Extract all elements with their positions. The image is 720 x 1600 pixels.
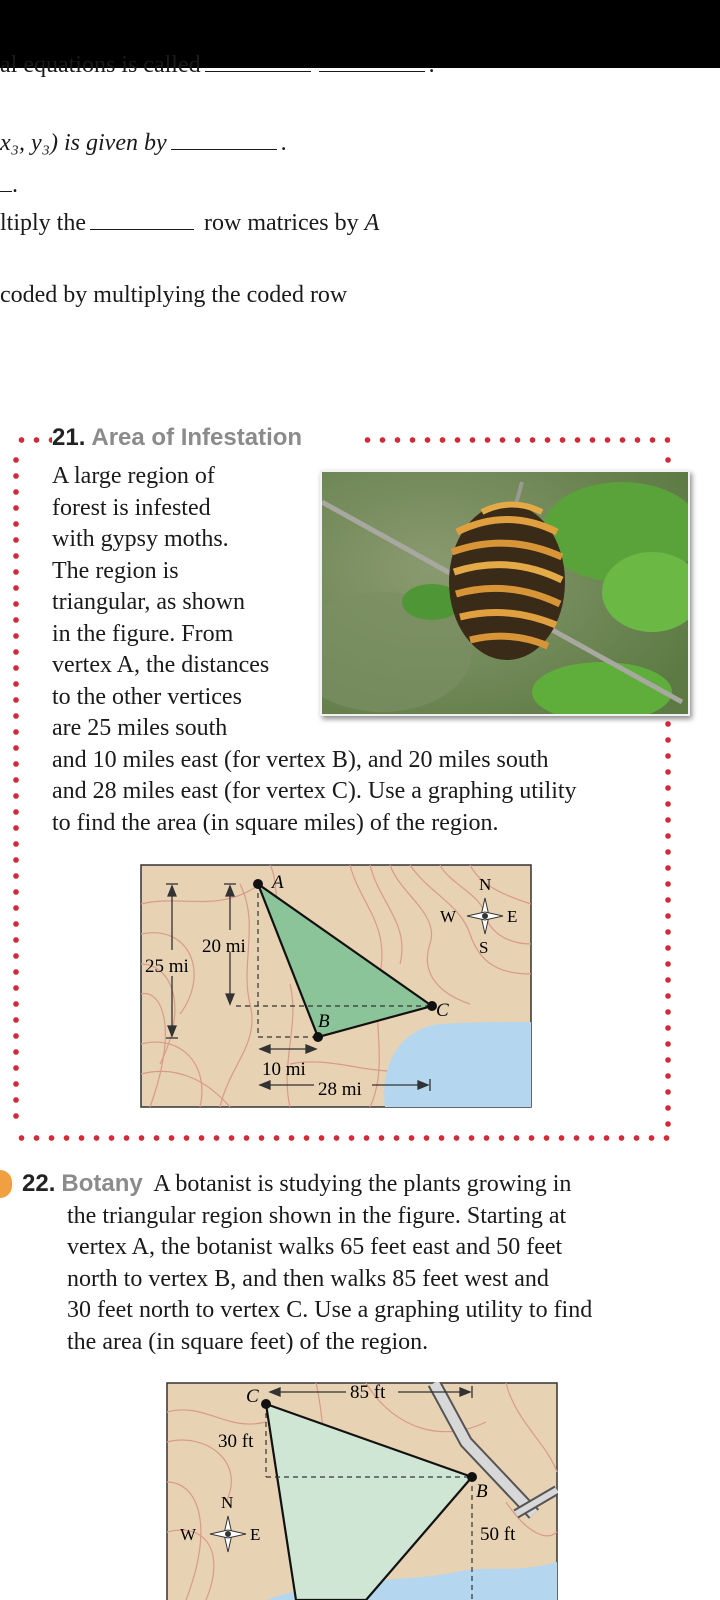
dotted-border-left [12, 452, 20, 1128]
fill-in-line-2 [0, 130, 287, 157]
blank [319, 53, 425, 72]
vertex-A [253, 879, 263, 889]
label-28-mi: 28 mi [318, 1079, 362, 1100]
text-line: and 28 miles east (for vertex C). Use a graphing utility [52, 778, 577, 804]
text-line: with gypsy moths. [52, 526, 229, 552]
fragment-end: . [428, 52, 435, 78]
vertex-B [313, 1032, 323, 1042]
fragment-end: . [12, 172, 18, 198]
fragment-var: A [364, 210, 380, 236]
exercise-title: Area of Infestation [91, 424, 303, 451]
dotted-border-right [664, 716, 672, 1128]
label-A: A [272, 872, 284, 893]
fragment-text: row matrices by [204, 210, 359, 236]
blank [205, 53, 311, 72]
fragment-end: . [280, 130, 287, 156]
label-85-ft: 85 ft [350, 1382, 386, 1403]
exercise-number: 22. [22, 1170, 56, 1197]
text-line: A botanist is studying the plants growing in [153, 1171, 572, 1197]
exercise-title: Botany [61, 1170, 143, 1197]
text-line: The region is [52, 557, 179, 584]
botany-map-figure [166, 1382, 558, 1600]
label-C: C [436, 1000, 449, 1021]
text-line: to find the area (in square miles) of the region. [52, 809, 499, 836]
label-50-ft: 50 ft [480, 1524, 516, 1545]
label-25-mi: 25 mi [145, 956, 189, 977]
infestation-map-figure [140, 864, 532, 1108]
blank [0, 173, 12, 192]
fragment-text: coded by multiplying the coded row [0, 282, 348, 308]
exercise-22-marker [0, 1170, 12, 1198]
text-line: 30 feet north to vertex C. Use a graphing utility to find [67, 1297, 593, 1323]
fill-in-line-5 [0, 282, 347, 309]
text-line: vertex A, the distances [52, 652, 270, 678]
blank [171, 131, 277, 150]
fragment-text: al equations is called [0, 52, 201, 78]
compass-E: E [250, 1525, 261, 1544]
dotted-border-top-right [360, 436, 670, 444]
compass-W: W [440, 907, 457, 926]
text-line: forest is infested [52, 494, 211, 521]
fill-in-line-3 [0, 172, 18, 199]
exercise-22-text [22, 1168, 662, 1358]
blank [90, 211, 194, 230]
fragment-text: x₃, y₃) is given by [0, 130, 167, 156]
text-line: to the other vertices [52, 683, 242, 710]
exercise-22-first-line [22, 1168, 662, 1201]
text-line: north to vertex B, and then walks 85 feet west and [67, 1265, 549, 1292]
dotted-border-bottom [14, 1134, 670, 1142]
label-B: B [318, 1011, 330, 1032]
label-30-ft: 30 ft [218, 1431, 254, 1452]
exercise-21-header [52, 424, 302, 452]
compass-W: W [180, 1525, 197, 1544]
label-10-mi: 10 mi [262, 1059, 306, 1080]
label-20-mi: 20 mi [202, 936, 246, 957]
label-C: C [246, 1386, 259, 1407]
fill-in-line-1 [0, 52, 435, 79]
fill-in-line-4 [0, 210, 379, 237]
fragment-text: ltiply the [0, 210, 86, 236]
dotted-border-right-top [664, 452, 672, 472]
compass-S: S [479, 938, 489, 957]
text-line: vertex A, the botanist walks 65 feet east and 50 feet [67, 1234, 563, 1260]
vertex-C [261, 1399, 271, 1409]
caterpillar-photo-art [322, 472, 688, 714]
compass-E: E [507, 907, 518, 926]
text-line: are 25 miles south [52, 715, 228, 741]
text-line: the area (in square feet) of the region. [67, 1328, 429, 1355]
text-line: triangular, as shown [52, 589, 245, 615]
text-line: the triangular region shown in the figure. Starting at [67, 1202, 567, 1229]
exercise-number: 21. [52, 424, 86, 451]
caterpillar-photo [320, 470, 690, 716]
dotted-border-top-left [14, 436, 52, 444]
compass-N: N [479, 875, 492, 894]
text-line: and 10 miles east (for vertex B), and 20 miles south [52, 746, 549, 773]
text-line: A large region of [52, 463, 215, 489]
compass-N: N [221, 1493, 234, 1512]
text-line: in the figure. From [52, 620, 234, 647]
label-B: B [476, 1481, 488, 1502]
